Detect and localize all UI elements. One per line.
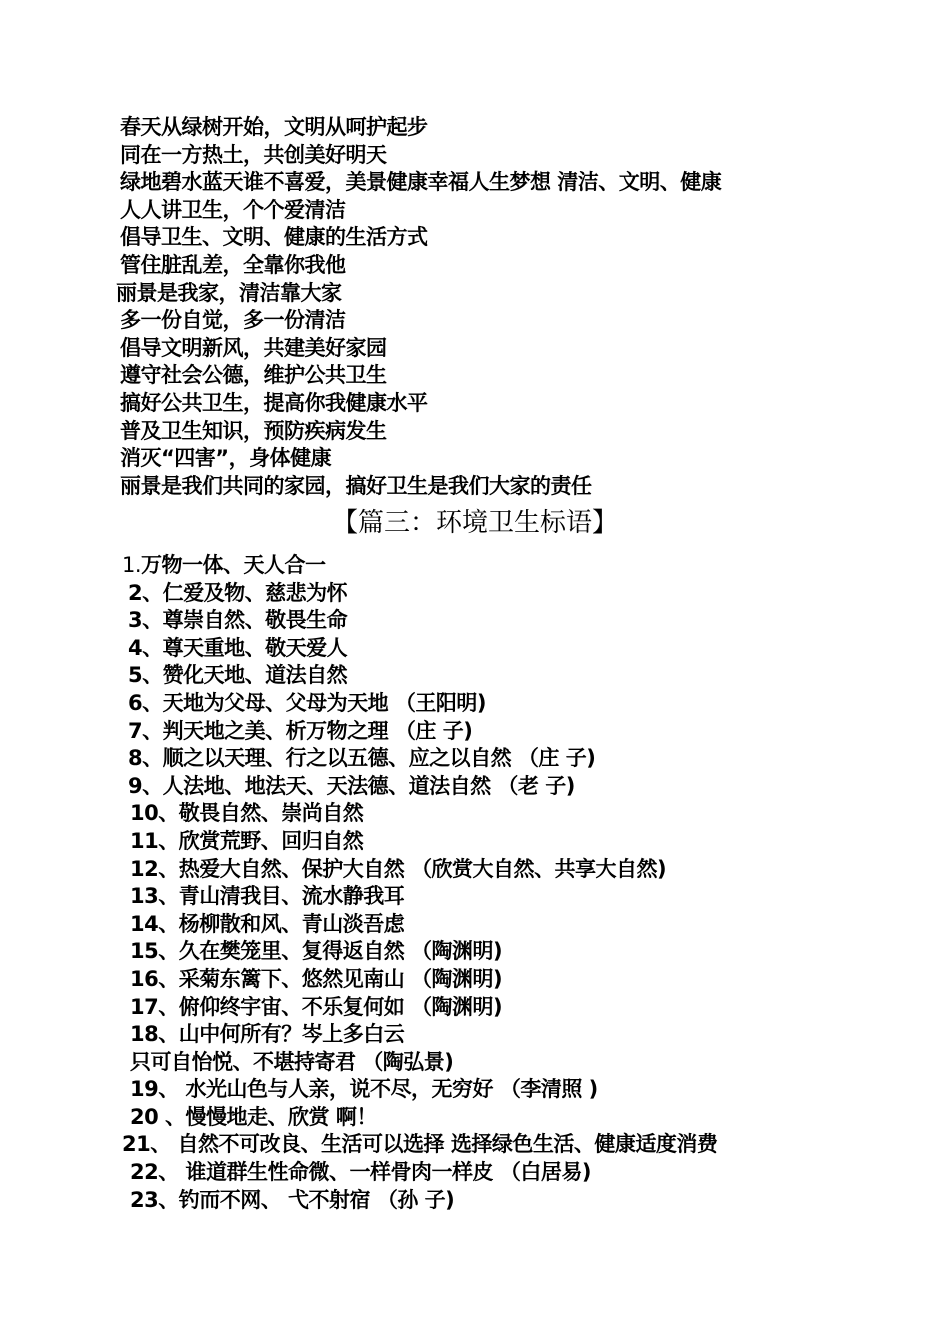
list-item [122, 690, 717, 718]
item-number: 11、 [130, 828, 179, 853]
list-item [122, 552, 717, 580]
slogan-line: 搞好公共卫生，提高你我健康水平 [120, 390, 428, 415]
item-number: 3、 [128, 608, 163, 633]
item-number: 12、 [130, 856, 179, 881]
item-text: 慢慢地走、欣赏 啊！ [185, 1104, 377, 1129]
item-text: 欣赏荒野、回归自然 [178, 828, 364, 853]
slogan-line: 倡导卫生、文明、健康的生活方式 [120, 225, 428, 250]
slogan-line: 春天从绿树开始，文明从呵护起步 [120, 115, 428, 139]
item-text: 热爱大自然、保护大自然 （欣赏大自然、共享大自然) [178, 856, 667, 881]
item-number: 5、 [128, 663, 163, 688]
item-text: 水光山色与人亲，说不尽，无穷好 （李清照 ) [178, 1077, 598, 1102]
slogan-line: 人人讲卫生，个个爱清洁 [120, 197, 346, 222]
list-item [122, 828, 717, 856]
numbered-slogan-list [122, 552, 717, 1214]
item-text: 杨柳散和风、青山淡吾虑 [178, 911, 405, 936]
item-number: 23、 [130, 1187, 179, 1212]
list-item [122, 938, 717, 966]
item-number: 7、 [128, 718, 163, 743]
list-item [122, 994, 717, 1022]
item-number: 14、 [130, 911, 179, 936]
slogan-line: 消灭“四害”，身体健康 [120, 446, 332, 471]
item-text: 山中何所有？岑上多白云 [178, 1022, 405, 1047]
list-item [122, 1076, 717, 1104]
item-number: 2、 [128, 580, 163, 605]
item-number: 20 、 [130, 1104, 186, 1129]
item-text: 青山清我目、流水静我耳 [178, 884, 405, 909]
item-number: 17、 [130, 994, 179, 1019]
item-text: 仁爱及物、慈悲为怀 [162, 580, 348, 605]
slogan-line: 同在一方热土，共创美好明天 [120, 142, 387, 167]
item-number: 9、 [128, 773, 163, 798]
item-text: 天地为父母、父母为天地 （王阳明) [162, 690, 487, 715]
slogan-line: 丽景是我们共同的家园，搞好卫生是我们大家的责任 [120, 473, 592, 498]
list-item [122, 662, 717, 690]
section-title: 【篇三：环境卫生标语】 [331, 508, 618, 538]
item-text: 敬畏自然、崇尚自然 [178, 801, 364, 826]
item-number: 21、 [122, 1132, 171, 1157]
slogan-line: 管住脏乱差，全靠你我他 [120, 252, 346, 277]
list-item [122, 911, 717, 939]
list-item [122, 1021, 717, 1049]
item-text: 俯仰终宇宙、不乐复何如 （陶渊明) [178, 994, 503, 1019]
item-text: 万物一体、天人合一 [141, 553, 326, 577]
item-text: 尊天重地、敬天爱人 [162, 635, 348, 660]
slogan-list [116, 114, 722, 500]
list-item [122, 1049, 717, 1077]
item-number: 16、 [130, 966, 179, 991]
item-text: 尊崇自然、敬畏生命 [162, 608, 348, 633]
slogan-line: 倡导文明新风，共建美好家园 [120, 335, 387, 360]
list-item [122, 966, 717, 994]
list-item [122, 635, 717, 663]
list-item [122, 1159, 717, 1187]
list-item [122, 1131, 717, 1159]
list-item [122, 580, 717, 608]
item-number: 18、 [130, 1022, 179, 1047]
slogan-line: 绿地碧水蓝天谁不喜爱，美景健康幸福人生梦想 清洁、文明、健康 [120, 170, 722, 195]
list-item [122, 883, 717, 911]
item-text: 只可自怡悦、不堪持寄君 （陶弘景) [130, 1049, 454, 1074]
list-item [122, 773, 717, 801]
item-text: 自然不可改良、生活可以选择 选择绿色生活、健康适度消费 [170, 1132, 718, 1157]
list-item [122, 1187, 717, 1215]
item-number: 19、 [130, 1077, 179, 1102]
item-number: 10、 [130, 801, 179, 826]
item-text: 采菊东篱下、悠然见南山 （陶渊明) [178, 966, 503, 991]
item-number: 15、 [130, 939, 179, 964]
slogan-line: 遵守社会公德，维护公共卫生 [120, 363, 387, 388]
item-text: 谁道群生性命微、一样骨肉一样皮 （白居易) [178, 1160, 591, 1185]
list-item [122, 1104, 717, 1132]
list-item [122, 718, 717, 746]
item-number: 8、 [128, 746, 163, 771]
item-text: 顺之以天理、行之以五德、应之以自然 （庄 子) [162, 746, 596, 771]
list-item [122, 745, 717, 773]
item-text: 久在樊笼里、复得返自然 （陶渊明) [178, 939, 503, 964]
slogan-line: 多一份自觉，多一份清洁 [120, 308, 346, 333]
slogan-line: 普及卫生知识，预防疾病发生 [120, 418, 387, 443]
item-text: 人法地、地法天、天法德、道法自然 （老 子) [162, 773, 575, 798]
list-item [122, 800, 717, 828]
item-text: 判天地之美、析万物之理 （庄 子) [162, 718, 473, 743]
item-number: 13、 [130, 884, 179, 909]
item-text: 钓而不网、 弋不射宿 （孙 子) [178, 1187, 455, 1212]
item-number: 22、 [130, 1160, 179, 1185]
list-item [122, 856, 717, 884]
item-number: 1. [122, 553, 142, 577]
item-number: 4、 [128, 635, 163, 660]
slogan-line: 丽景是我家，清洁靠大家 [116, 280, 342, 305]
item-number: 6、 [128, 690, 163, 715]
list-item [122, 607, 717, 635]
item-text: 赞化天地、道法自然 [162, 663, 348, 688]
